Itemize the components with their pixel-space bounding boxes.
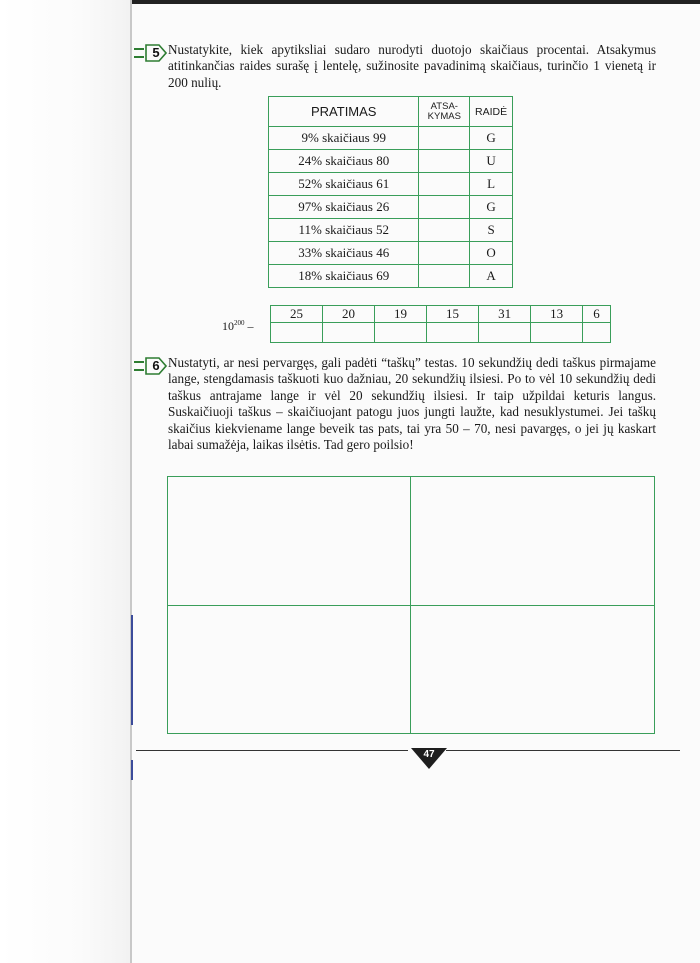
answer-cell[interactable] (419, 127, 470, 150)
code-number: 15 (427, 306, 479, 323)
code-letter-cell[interactable] (479, 323, 531, 343)
label-exponent: 200 (234, 319, 245, 327)
answer-code-table (270, 305, 611, 343)
answer-cell[interactable] (419, 150, 470, 173)
spine-mark-lower (131, 760, 133, 780)
code-number: 25 (271, 306, 323, 323)
label-dash: – (244, 319, 254, 333)
footer-rule-left (136, 750, 408, 751)
code-number: 13 (531, 306, 583, 323)
table-row (269, 173, 513, 196)
pratimas-cell: 24% skaičiaus 80 (269, 150, 419, 173)
answer-cell[interactable] (419, 242, 470, 265)
exercise-5-marker (134, 44, 167, 62)
code-number: 19 (375, 306, 427, 323)
code-letter-row (271, 323, 611, 343)
table-row (269, 219, 513, 242)
answer-cell[interactable] (419, 265, 470, 288)
header-pratimas: PRATIMAS (269, 97, 419, 127)
grid-divider-horizontal (168, 605, 654, 606)
label-base: 10 (222, 319, 234, 333)
exercise-number: 5 (152, 45, 160, 60)
pratimas-cell: 9% skaičiaus 99 (269, 127, 419, 150)
letter-cell: L (470, 173, 513, 196)
table-row (269, 196, 513, 219)
marker-dash (134, 48, 144, 58)
exercise-5-table (268, 96, 513, 288)
pratimas-cell: 18% skaičiaus 69 (269, 265, 419, 288)
spine-mark (131, 615, 133, 725)
header-atsakymas-line1: ATSA- (430, 100, 458, 112)
marker-dash (134, 361, 144, 371)
table-row (269, 127, 513, 150)
letter-cell: G (470, 196, 513, 219)
code-letter-cell[interactable] (531, 323, 583, 343)
code-number: 31 (479, 306, 531, 323)
googol-label (222, 319, 254, 334)
page-top-edge (132, 0, 700, 4)
code-letter-cell[interactable] (323, 323, 375, 343)
header-raide: RAIDĖ (470, 97, 513, 127)
answer-cell[interactable] (419, 196, 470, 219)
code-letter-cell[interactable] (375, 323, 427, 343)
answer-cell[interactable] (419, 173, 470, 196)
table-header-row (269, 97, 513, 127)
exercise-6-marker (134, 357, 167, 375)
code-number: 20 (323, 306, 375, 323)
arrow-icon (145, 44, 167, 62)
exercise-number: 6 (152, 358, 160, 373)
dot-test-grid (167, 476, 655, 734)
pratimas-cell: 52% skaičiaus 61 (269, 173, 419, 196)
letter-cell: S (470, 219, 513, 242)
table-row (269, 265, 513, 288)
code-number: 6 (583, 306, 611, 323)
page-number: 47 (423, 749, 435, 760)
header-atsakymas (419, 97, 470, 127)
code-letter-cell[interactable] (427, 323, 479, 343)
page-background-left (0, 0, 135, 963)
page-number-badge (411, 748, 447, 770)
arrow-icon (145, 357, 167, 375)
letter-cell: O (470, 242, 513, 265)
code-number-row (271, 306, 611, 323)
letter-cell: G (470, 127, 513, 150)
pratimas-cell: 11% skaičiaus 52 (269, 219, 419, 242)
answer-cell[interactable] (419, 219, 470, 242)
code-letter-cell[interactable] (583, 323, 611, 343)
footer-rule-right (446, 750, 680, 751)
exercise-5-instructions: Nustatykite, kiek apytiksliai sudaro nurodyti duotojo skaičiaus procentai. Atsakymus atitinkančias raides surašę į lentelę, sužinosite pavadinimą skaičiaus, turinčio 1 vienetą ir 200 nulių. (168, 42, 656, 90)
code-letter-cell[interactable] (271, 323, 323, 343)
exercise-6-instructions: Nustatyti, ar nesi pervargęs, gali padėti “taškų” testas. 10 sekundžių dedi taškus pirmajame lange, stengdamasis taškuoti kuo dažniau, 20 sekundžių ilsiesi. Po to vėl 10 sekundžių dedi taškus antrajame lange ir vėl 20 sekundžių ilsiesi. Ir taip užpildai keturis langus. Suskaičiuoji taškus – skaičiuojant patogu juos jungti laužte, kad nesuklystumei. Jei taškų skaičius kiekviename lange beveik tas pats, tai yra 50 – 70, nesi pavargęs, o jei jų kaskart labai sumažėja, laikas ilsėtis. Tad gero poilsio! (168, 355, 656, 453)
pratimas-cell: 97% skaičiaus 26 (269, 196, 419, 219)
letter-cell: A (470, 265, 513, 288)
table-row (269, 150, 513, 173)
table-row (269, 242, 513, 265)
header-atsakymas-line2: KYMAS (427, 110, 461, 122)
letter-cell: U (470, 150, 513, 173)
pratimas-cell: 33% skaičiaus 46 (269, 242, 419, 265)
